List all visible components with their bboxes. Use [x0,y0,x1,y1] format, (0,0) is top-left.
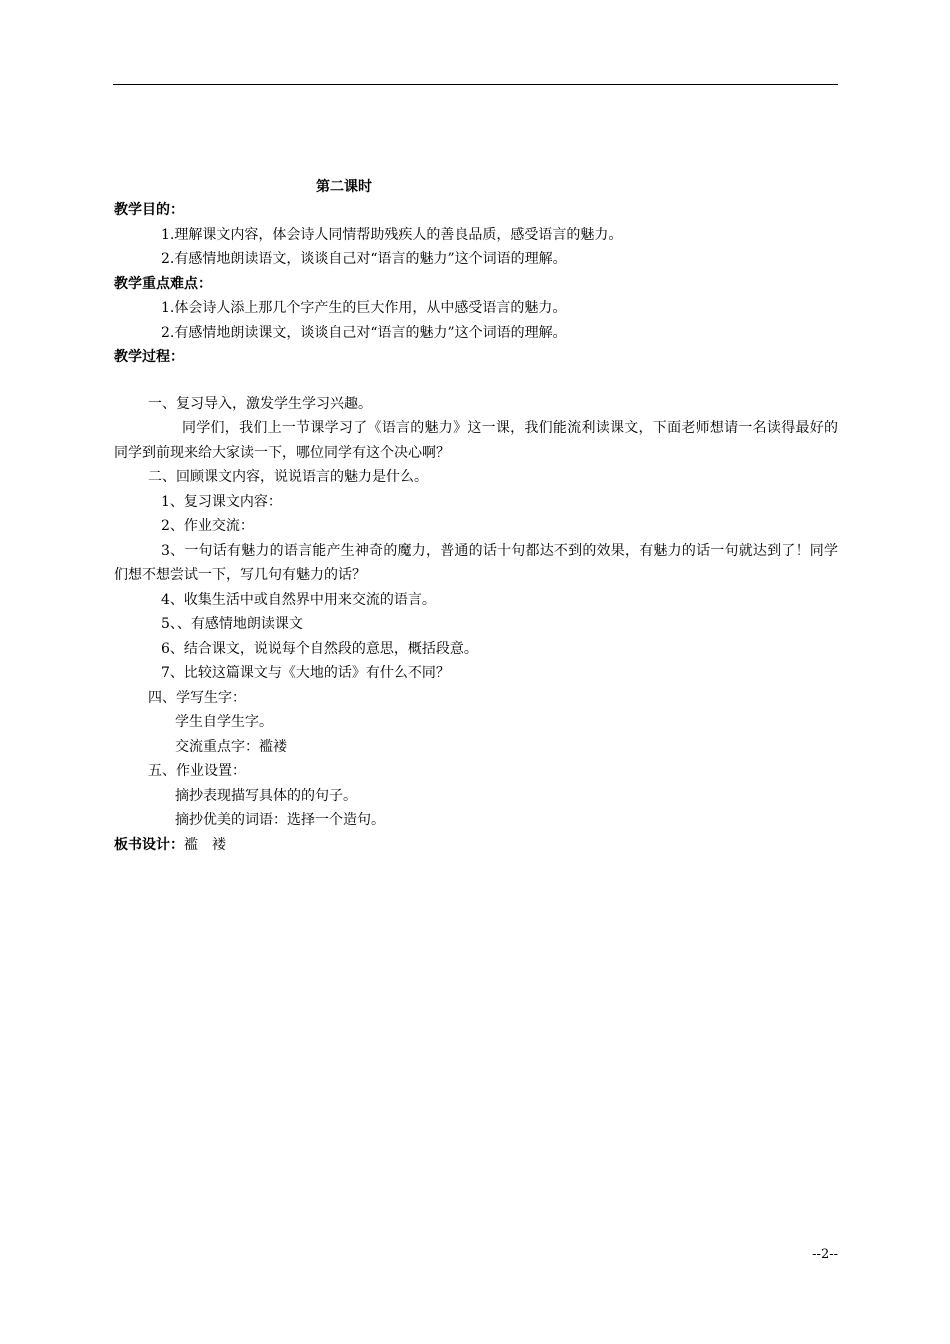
section-item: 4、收集生活中或自然界中用来交流的语言。 [161,591,436,608]
header-rule [113,84,838,85]
process-heading: 教学过程： [114,349,184,365]
section-line: 摘抄优美的词语：选择一个造句。 [175,812,385,828]
objective-item: 2.有感情地朗读语文，谈谈自己对“语言的魅力”这个词语的理解。 [161,251,567,267]
key-points-heading: 教学重点难点： [114,275,212,292]
lesson-plan-body [114,176,838,857]
board-heading: 板书设计： [114,836,184,853]
lesson-title: 第二课时 [316,179,372,195]
section-line: 交流重点字：褴褛 [175,738,287,755]
objective-item: 1.理解课文内容，体会诗人同情帮助残疾人的善良品质，感受语言的魅力。 [161,226,623,243]
board-text: 褴 褛 [184,836,226,853]
spacer [114,370,838,392]
section-line: 摘抄表现描写具体的的句子。 [175,787,357,804]
section-title: 二、回顾课文内容，说说语言的魅力是什么。 [148,469,428,485]
section-title: 一、复习导入，激发学生学习兴趣。 [148,395,372,412]
section-item: 3、一句话有魅力的语言能产生神奇的魔力，普通的话十句都达不到的效果，有魅力的话一句就达到了！同学们想不想尝试一下，写几句有魅力的话？ [114,542,838,583]
section-paragraph: 同学们，我们上一节课学习了《语言的魅力》这一课，我们能流利读课文，下面老师想请一名读得最好的同学到前现来给大家读一下，哪位同学有这个决心啊？ [114,420,838,461]
key-point-item: 1.体会诗人添上那几个字产生的巨大作用，从中感受语言的魅力。 [161,300,567,316]
key-point-item: 2.有感情地朗读课文，谈谈自己对“语言的魅力”这个词语的理解。 [161,324,567,341]
section-title: 五、作业设置： [148,763,246,779]
section-item: 5、、有感情地朗读课文 [161,616,303,632]
section-item: 6、结合课文，说说每个自然段的意思，概括段意。 [161,640,478,657]
board-design [114,833,838,858]
page-number: --2-- [812,1247,838,1262]
section-item: 1、复习课文内容： [161,493,282,510]
section-item: 7、比较这篇课文与《大地的话》有什么不同？ [161,665,450,681]
objectives-heading: 教学目的： [114,202,184,218]
section-item: 2、作业交流： [161,518,254,534]
section-title: 四、学写生字： [148,689,246,706]
section-line: 学生自学生字。 [175,714,273,730]
